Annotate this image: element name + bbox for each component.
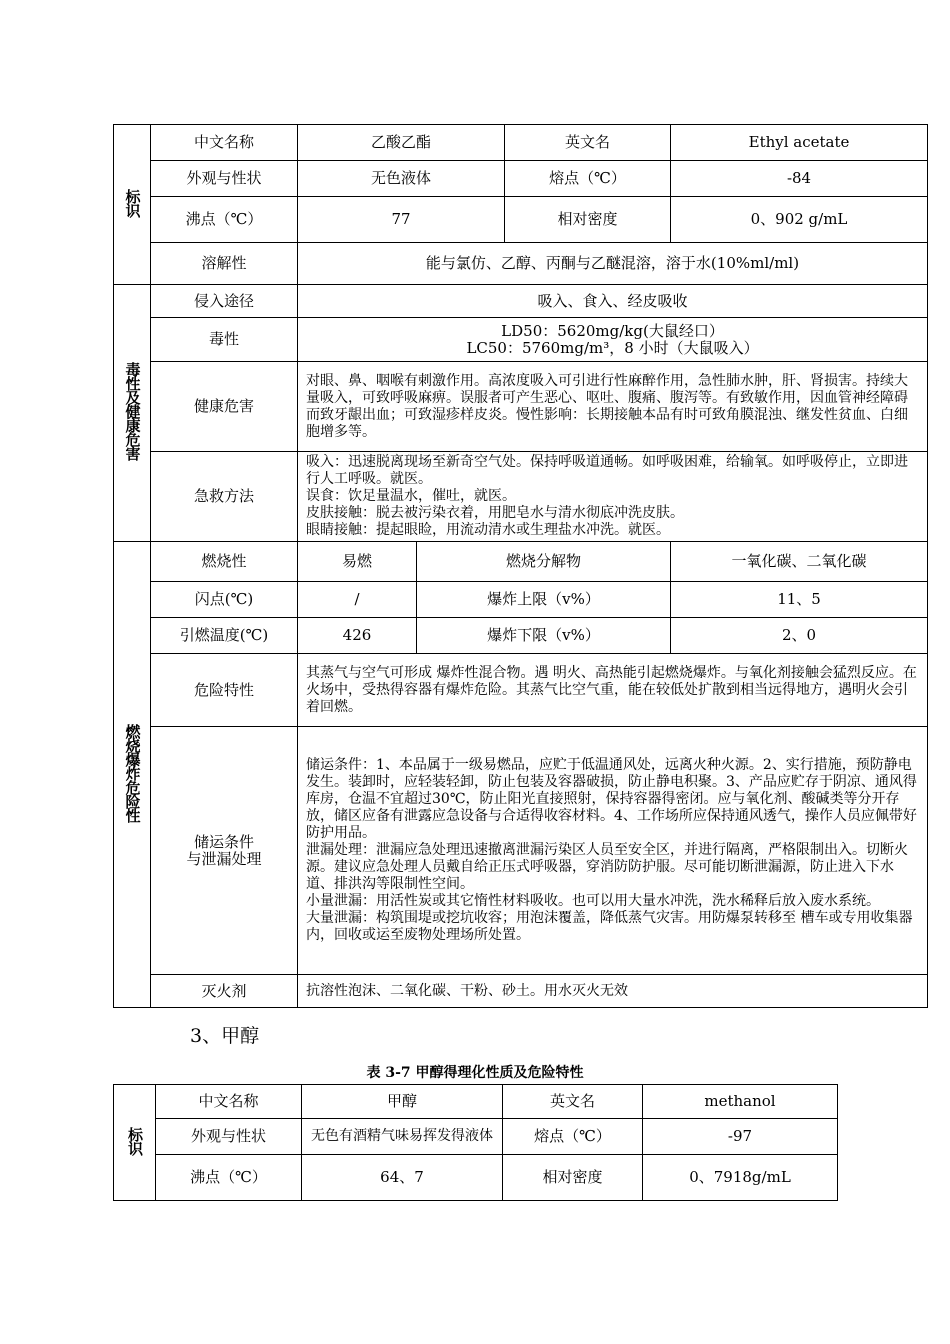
- table-caption: 表 3-7 甲醇得理化性质及危险特性: [366, 1065, 584, 1081]
- cell-value: -84: [671, 161, 928, 197]
- cell-value: 一氧化碳、二氧化碳: [671, 542, 928, 582]
- cell-value: 无色有酒精气味易挥发得液体: [302, 1119, 503, 1155]
- toxicity-values: [298, 318, 928, 362]
- cell-value: 乙酸乙酯: [298, 125, 505, 161]
- cell-label: 闪点(℃): [151, 582, 298, 618]
- cell-value: 2、0: [671, 618, 928, 654]
- cell-value: 0、902 g/mL: [671, 197, 928, 243]
- cell-label: 溶解性: [151, 243, 298, 285]
- cell-label: 毒性: [151, 318, 298, 362]
- storage-label: 储运条件 与泄漏处理: [151, 727, 298, 975]
- cell-value: 0、7918g/mL: [643, 1155, 838, 1201]
- extinguish-text: 抗溶性泡沫、二氧化碳、干粉、砂土。用水灭火无效: [298, 975, 928, 1008]
- cell-value: 甲醇: [302, 1085, 503, 1119]
- cell-label: 英文名: [505, 125, 671, 161]
- section-heading: 3、甲醇: [190, 1025, 260, 1047]
- cell-value: 无色液体: [298, 161, 505, 197]
- cell-value: -97: [643, 1119, 838, 1155]
- cell-label: 灭火剂: [151, 975, 298, 1008]
- cell-value: methanol: [643, 1085, 838, 1119]
- cell-label: 沸点（℃）: [156, 1155, 302, 1201]
- cell-value: 77: [298, 197, 505, 243]
- cell-value: 能与氯仿、乙醇、丙酮与乙醚混溶，溶于水(10%ml/ml): [298, 243, 928, 285]
- ethyl-acetate-table: [113, 124, 928, 1008]
- cell-label: 沸点（℃）: [151, 197, 298, 243]
- cell-value: /: [298, 582, 417, 618]
- cell-label: 熔点（℃）: [503, 1119, 643, 1155]
- cell-label: 外观与性状: [156, 1119, 302, 1155]
- methanol-table: [113, 1084, 838, 1201]
- section-toxicity: 毒性及健康危害: [114, 285, 151, 542]
- hazard-text: 其蒸气与空气可形成 爆炸性混合物。遇 明火、高热能引起燃烧爆炸。与氧化剂接触会猛烈反应。在火场中，受热得容器有爆炸危险。其蒸气比空气重，能在较低处扩散到相当远得地方，遇明火会引着回燃。: [298, 654, 928, 727]
- cell-label: 燃烧分解物: [417, 542, 671, 582]
- section-identification: 标识: [114, 1085, 156, 1201]
- section-combustion: 燃烧爆炸危险性: [114, 542, 151, 1008]
- lc50-value: LC50：5760mg/m³，8 小时（大鼠吸入）: [466, 338, 759, 357]
- cell-value: Ethyl acetate: [671, 125, 928, 161]
- cell-label: 引燃温度(℃): [151, 618, 298, 654]
- cell-label: 健康危害: [151, 362, 298, 452]
- cell-label: 相对密度: [505, 197, 671, 243]
- section-identification: 标识: [114, 125, 151, 285]
- cell-value: 64、7: [302, 1155, 503, 1201]
- health-hazard-text: 对眼、鼻、咽喉有刺激作用。高浓度吸入可引进行性麻醉作用，急性肺水肿，肝、肾损害。持续大量吸入，可致呼吸麻痹。误服者可产生恶心、呕吐、腹痛、腹泻等。有致敏作用，因血管神经障碍而致牙龈出血；可致湿疹样皮炎。慢性影响：长期接触本品有时可致角膜混浊、继发性贫血、白细胞增多等。: [298, 362, 928, 452]
- cell-label: 中文名称: [156, 1085, 302, 1119]
- cell-label: 外观与性状: [151, 161, 298, 197]
- cell-label: 熔点（℃）: [505, 161, 671, 197]
- cell-label: 急救方法: [151, 452, 298, 542]
- cell-value: 易燃: [298, 542, 417, 582]
- cell-value: 吸入、食入、经皮吸收: [298, 285, 928, 318]
- cell-label: 爆炸上限（v%）: [417, 582, 671, 618]
- ld50-value: LD50：5620mg/kg(大鼠经口）: [501, 321, 724, 340]
- cell-label: 侵入途径: [151, 285, 298, 318]
- cell-label: 相对密度: [503, 1155, 643, 1201]
- cell-label: 中文名称: [151, 125, 298, 161]
- cell-label: 危险特性: [151, 654, 298, 727]
- cell-label: 英文名: [503, 1085, 643, 1119]
- storage-text: 储运条件：1、本品属于一级易燃品，应贮于低温通风处，远离火种火源。2、实行措施，预防静电发生。装卸时，应轻装轻卸，防止包装及容器破损，防止静电积聚。3、产品应贮存于阴凉、通风得库房，仓温不宜超过30℃，防止阳光直接照射，保持容器得密闭。应与氧化剂、酸碱类等分开存放，储区应备有泄露应急设备与合适得收容材料。4、工作场所应保持通风透气，操作人员应佩带好防护用品。 泄漏处理：泄漏应急处理迅速撤离泄漏污染区人员至安全区，并进行隔离，严格限制出入。切断火源。建议应急处理人员戴自给正压式呼吸器，穿消防防护服。尽可能切断泄漏源，防止进入下水道、排洪沟等限制性空间。 小量泄漏：用活性炭或其它惰性材料吸收。也可以用大量水冲洗，洗水稀释后放入废水系统。 大量泄漏：构筑围堤或挖坑收容；用泡沫覆盖，降低蒸气灾害。用防爆泵转移至 槽车或专用收集器内，回收或运至废物处理场所处置。: [298, 727, 928, 975]
- cell-label: 爆炸下限（v%）: [417, 618, 671, 654]
- cell-label: 燃烧性: [151, 542, 298, 582]
- cell-value: 11、5: [671, 582, 928, 618]
- first-aid-text: 吸入：迅速脱离现场至新奇空气处。保持呼吸道通畅。如呼吸困难，给输氧。如呼吸停止，立即进行人工呼吸。就医。 误食：饮足量温水，催吐，就医。 皮肤接触：脱去被污染衣着，用肥皂水与清水彻底冲洗皮肤。 眼睛接触：提起眼睑，用流动清水或生理盐水冲洗。就医。: [298, 452, 928, 542]
- cell-value: 426: [298, 618, 417, 654]
